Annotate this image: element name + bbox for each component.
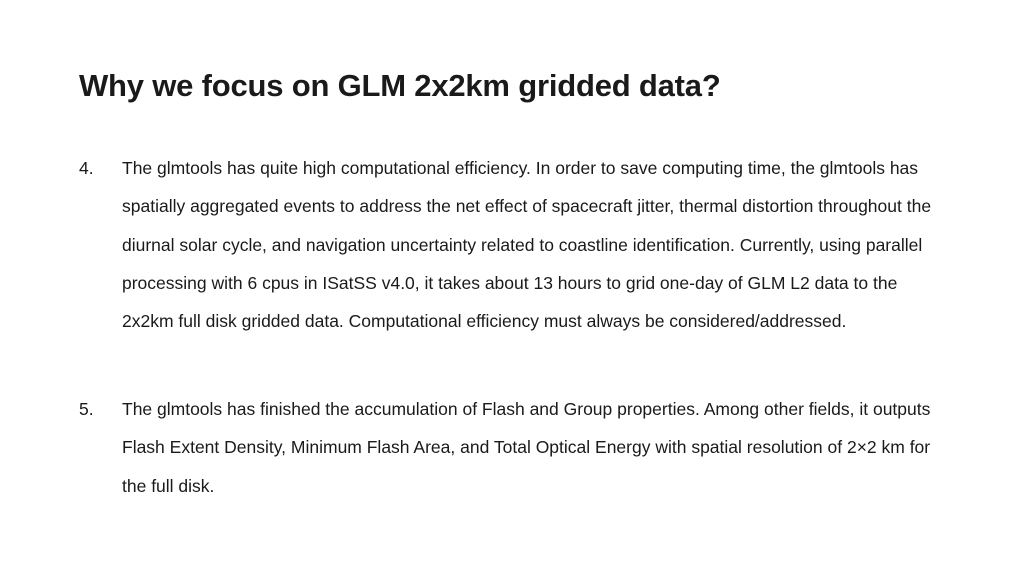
list-item-number: 5. [79,399,94,419]
list-item-text: The glmtools has finished the accumulation of Flash and Group properties. Among other fields, it outputs Flash Extent Density, Minimum Flash Area, and Total Optical Energy with spatial resolution of 2×2 km for the full disk. [122,399,931,496]
list-item-number: 4. [79,158,94,178]
slide-title: Why we focus on GLM 2x2km gridded data? [79,68,721,103]
list-item [79,149,949,340]
list-item [79,390,949,505]
list-item-text: The glmtools has quite high computational efficiency. In order to save computing time, the glmtools has spatially aggregated events to address the net effect of spacecraft jitter, thermal distortion throughout the diurnal solar cycle, and navigation uncertainty related to coastline identification. Currently, using parallel processing with 6 cpus in ISatSS v4.0, it takes about 13 hours to grid one-day of GLM L2 data to the 2x2km full disk gridded data. Computational efficiency must always be considered/addressed. [122,158,932,332]
